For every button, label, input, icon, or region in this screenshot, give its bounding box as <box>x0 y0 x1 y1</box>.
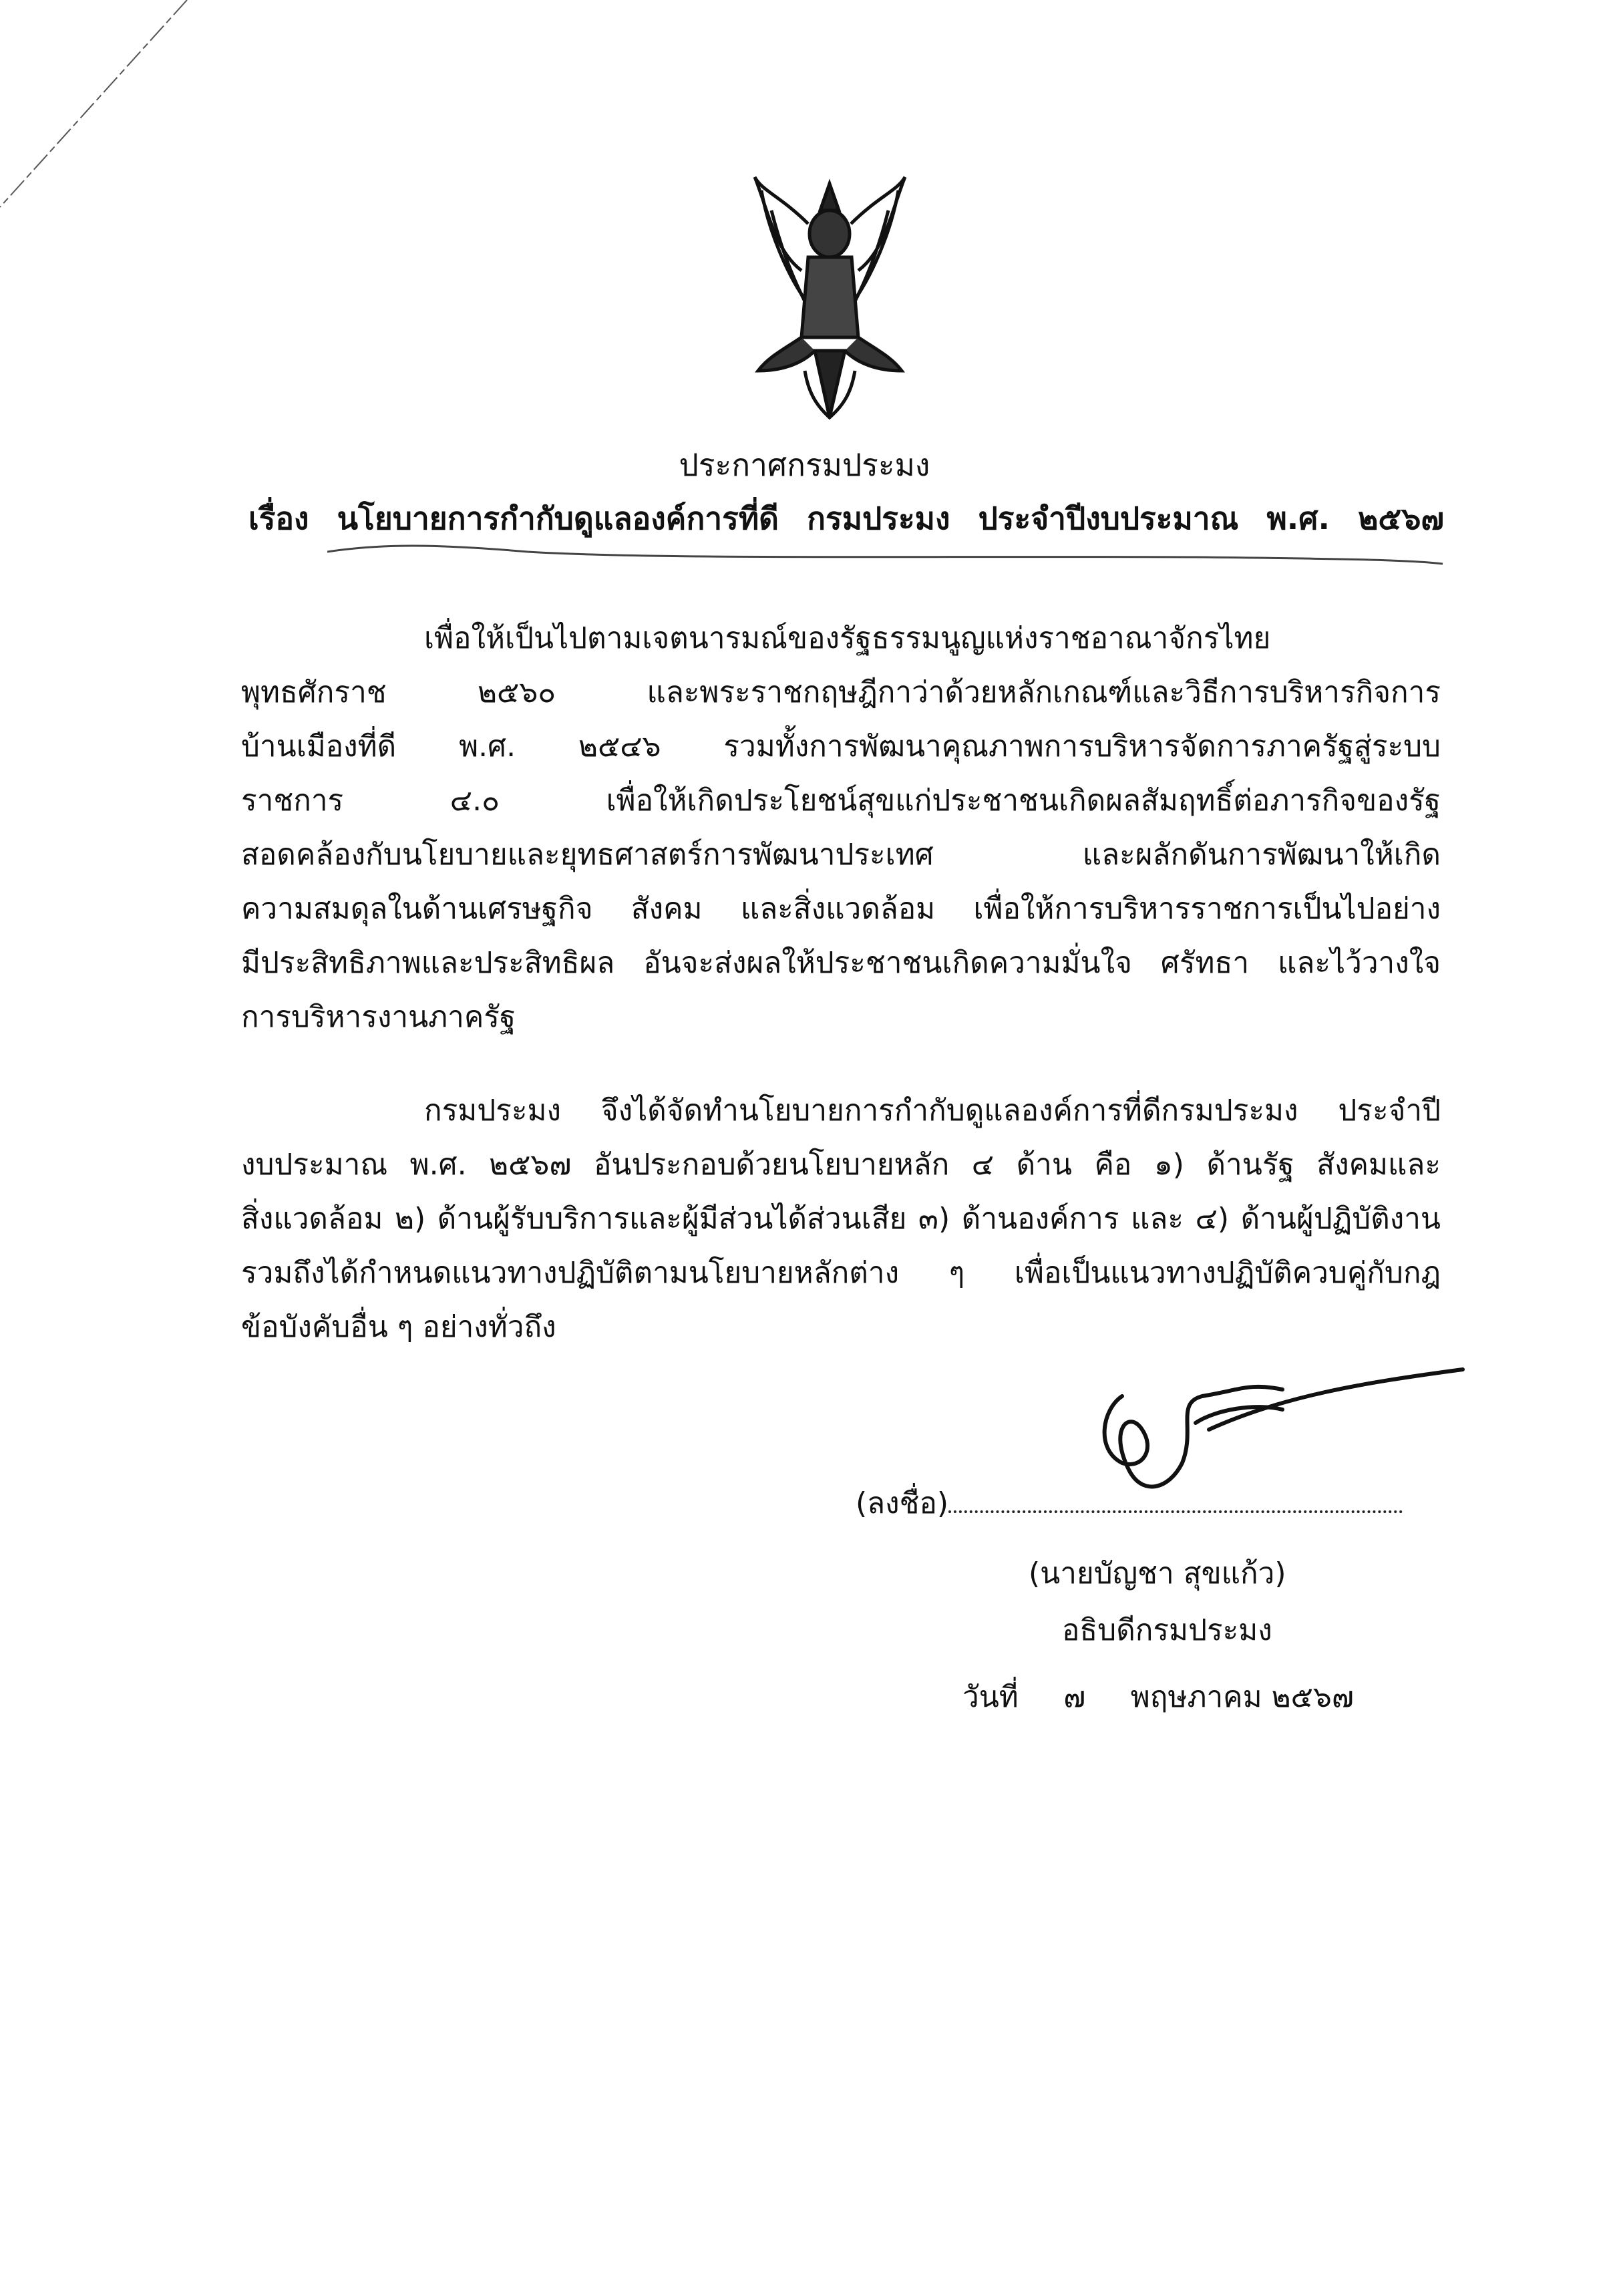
date-label: วันที่ <box>962 1680 1019 1714</box>
paragraph-line: พุทธศักราช ๒๕๖๐ และพระราชกฤษฎีกาว่าด้วยหลักเกณฑ์และวิธีการบริหารกิจการ <box>241 675 1441 709</box>
signatory-position: อธิบดีกรมประมง <box>1062 1613 1272 1647</box>
date-month-year: พฤษภาคม ๒๕๖๗ <box>1130 1680 1354 1714</box>
paragraph-line: สิ่งแวดล้อม ๒) ด้านผู้รับบริการและผู้มีส่วนได้ส่วนเสีย ๓) ด้านองค์การ และ ๔) ด้านผู้ปฏิบัติงาน <box>241 1202 1441 1236</box>
paragraph-line: ราชการ ๔.๐ เพื่อให้เกิดประโยชน์สุขแก่ประชาชนเกิดผลสัมฤทธิ์ต่อภารกิจของรัฐ <box>241 784 1441 818</box>
document-date <box>962 1673 1354 1720</box>
paragraph-line: ความสมดุลในด้านเศรษฐกิจ สังคม และสิ่งแวดล้อม เพื่อให้การบริหารราชการเป็นไปอย่าง <box>241 892 1441 926</box>
paragraph-line: การบริหารงานภาครัฐ <box>241 1000 516 1034</box>
paragraph-line: ข้อบังคับอื่น ๆ อย่างทั่วถึง <box>241 1310 556 1344</box>
paragraph-line: บ้านเมืองที่ดี พ.ศ. ๒๕๔๖ รวมทั้งการพัฒนาคุณภาพการบริหารจัดการภาครัฐสู่ระบบ <box>241 729 1441 764</box>
paragraph-line: สอดคล้องกับนโยบายและยุทธศาสตร์การพัฒนาประเทศ และผลักดันการพัฒนาให้เกิด <box>241 838 1441 872</box>
paragraph-line: เพื่อให้เป็นไปตามเจตนารมณ์ของรัฐธรรมนูญแห่งราชอาณาจักรไทย <box>424 621 1271 655</box>
sign-label: (ลงชื่อ) <box>856 1486 949 1520</box>
garuda-emblem-icon <box>741 170 918 424</box>
subject-underline <box>327 540 1449 566</box>
document-title: ประกาศกรมประมง <box>679 447 930 483</box>
paragraph-line: งบประมาณ พ.ศ. ๒๕๖๗ อันประกอบด้วยนโยบายหลัก ๔ ด้าน คือ ๑) ด้านรัฐ สังคมและ <box>241 1148 1441 1182</box>
paragraph-line: รวมถึงได้กำหนดแนวทางปฏิบัติตามนโยบายหลักต่าง ๆ เพื่อเป็นแนวทางปฏิบัติควบคู่กับกฎ <box>241 1256 1441 1290</box>
signature-line <box>856 1480 1403 1526</box>
paragraph-line: มีประสิทธิภาพและประสิทธิผล อันจะส่งผลให้ประชาชนเกิดความมั่นใจ ศรัทธา และไว้วางใจ <box>241 946 1441 980</box>
date-day: ๗ <box>1063 1680 1086 1714</box>
signatory-name: (นายบัญชา สุขแก้ว) <box>1029 1556 1286 1591</box>
scan-artifact-line <box>0 0 200 214</box>
document-subject: เรื่อง นโยบายการกำกับดูแลองค์การที่ดี กรมประมง ประจำปีงบประมาณ พ.ศ. ๒๕๖๗ <box>248 500 1444 536</box>
paragraph-line: กรมประมง จึงได้จัดทำนโยบายการกำกับดูแลองค์การที่ดีกรมประมง ประจำปี <box>424 1094 1441 1128</box>
signature-dotted-line <box>948 1504 1403 1513</box>
